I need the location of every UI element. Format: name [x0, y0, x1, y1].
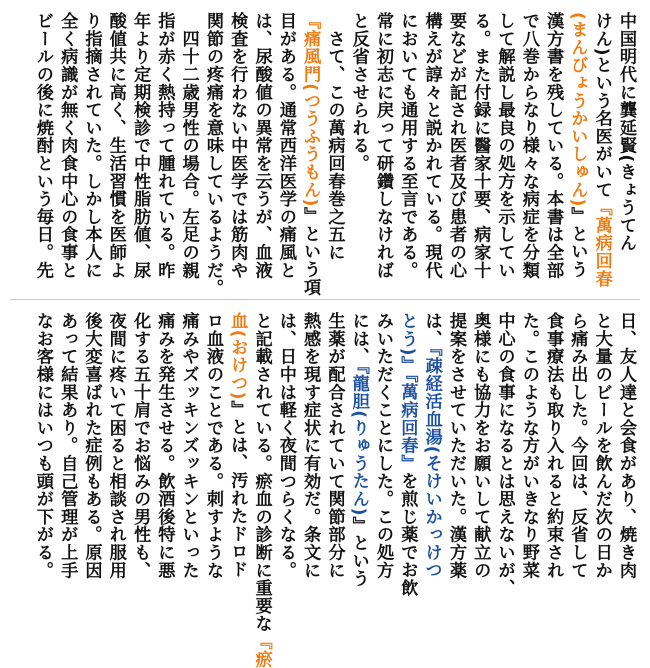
text-span: を煎じ薬でお飲 [397, 472, 418, 597]
text-column [589, 12, 613, 288]
text-column [298, 312, 322, 588]
highlight-sokei-kakketsuto-end: とう) [397, 312, 418, 357]
text-column [152, 312, 176, 588]
text-span: 指が赤く熱持って腫れている。昨 [154, 12, 175, 279]
text-span: 痛みを発生させる。飲酒後特に悪 [154, 312, 175, 579]
text-span: 全く病識が無く肉食中心の食事と [57, 12, 78, 279]
text-span: (きょうてん [616, 154, 636, 252]
text-span: 奥様にも協力をお願いして献立の [470, 312, 491, 579]
text-column [371, 312, 395, 588]
text-column [565, 12, 589, 288]
text-span: 後大変喜ばれた症例もある。原因 [81, 312, 102, 579]
text-span: 』という [348, 516, 369, 588]
text-column [128, 312, 152, 588]
text-column [79, 12, 103, 288]
text-column [444, 12, 468, 288]
text-span: ロ血液のことである。刺すような [202, 312, 223, 579]
text-column [128, 12, 152, 288]
text-span: 夜間に疼いて困ると相談され服用 [105, 312, 126, 579]
text-column [31, 312, 55, 588]
text-column [517, 312, 541, 588]
text-span: 酸値共に高く、生活習慣を医師よ [105, 12, 126, 279]
text-span: けん)という名医がいて [591, 12, 612, 199]
text-column [249, 12, 273, 288]
text-span: 漢方書を残している。本書は全部 [543, 12, 564, 279]
text-column [346, 12, 370, 288]
text-column [274, 12, 298, 288]
text-column [444, 312, 468, 588]
text-column [492, 12, 516, 288]
highlight-manbyo-kaishun: 『萬病回春 [591, 198, 612, 288]
highlight-oketsu: 『瘀 [251, 632, 272, 668]
text-span: た。このような方がいきなり野菜 [518, 312, 539, 579]
text-span: 年より定期検診で中性脂肪値、尿 [130, 12, 151, 279]
text-column [298, 12, 322, 296]
text-column [152, 12, 176, 288]
text-span: ら痛み出した。今回は、反省して [567, 312, 588, 579]
text-column [55, 312, 79, 588]
text-span: 常に初志に戻って研鑽しなければ [373, 12, 394, 279]
text-column [249, 312, 273, 668]
article-text-top [10, 12, 638, 297]
article-text-bottom [10, 312, 638, 668]
text-column [565, 312, 589, 588]
text-column [517, 12, 541, 288]
text-column [103, 12, 127, 288]
text-span: と大量のビールを飲んだ次の日か [591, 312, 612, 579]
text-span: は、日中は軽く夜間つらくなる。 [275, 312, 296, 579]
text-span: る。また付録に醫家十要、病家十 [470, 12, 491, 279]
text-column [322, 312, 346, 588]
text-column [419, 12, 443, 288]
text-span: ビールの後に焼酎という毎日。先 [32, 12, 53, 279]
highlight-ryutan: 『龍胆(りゅうたん) [348, 365, 369, 517]
text-column [176, 12, 200, 288]
text-span: 要などが記され医者及び患者の心 [445, 12, 466, 279]
text-span: 生薬が配合されていて関節部分に [324, 312, 345, 579]
text-span: 中心の食事になるとは思えないが、 [494, 312, 515, 597]
text-column [395, 12, 419, 288]
text-span: と記載されている。瘀血の診断に重要な [251, 312, 272, 633]
text-span: 四十二歳男性の場合。左足の親 [178, 12, 199, 279]
highlight-sokei-kakketsuto: 『疎経活血湯(そけいかっけつ [421, 347, 442, 579]
highlight-manbyo-kaishun-ref: 』『萬病回春』 [397, 356, 418, 473]
text-span: 日、友人達と会食があり、焼き肉 [616, 312, 636, 579]
text-column [55, 12, 79, 288]
name-kyo-enken: 龔延賢 [616, 101, 636, 155]
text-span: には、 [348, 312, 369, 366]
text-span: 中国明代に [616, 12, 636, 101]
text-span: は、 [421, 312, 442, 348]
text-span: 』という [567, 206, 588, 279]
text-span: においても通用する至言である。 [397, 12, 418, 279]
highlight-tsufu-mon: 『痛風門(つうふうもん) [300, 12, 321, 207]
text-column [225, 312, 249, 588]
text-span: 化する五十肩でお悩みの男性も、 [130, 312, 151, 579]
text-span: 構えが諄々と説かれている。現代 [421, 12, 442, 279]
text-span: 目がある。通常西洋医学の痛風と [275, 12, 296, 279]
text-column [589, 312, 613, 588]
text-column [468, 312, 492, 588]
text-column [371, 12, 395, 288]
text-column [614, 312, 638, 588]
text-span: で八巻からなり様々な病症を分類 [518, 12, 539, 279]
text-column [176, 312, 200, 588]
highlight-manbyo-kaishun-reading: (まんびょうかいしゅん) [567, 12, 588, 207]
text-column [31, 12, 55, 288]
highlight-oketsu-reading: 血(おけつ) [227, 312, 248, 401]
text-column [541, 12, 565, 288]
text-span: 関節の疼痛を意味しているようだ。 [202, 12, 223, 297]
text-column [468, 12, 492, 288]
text-span: 検査を行わない中医学では筋肉や [227, 12, 248, 279]
text-span: 熱感を現す症状に有効だ。条文に [300, 312, 321, 579]
text-span: り指摘されていた。しかし本人に [81, 12, 102, 279]
text-span: と反省させられる。 [348, 12, 369, 173]
text-column [79, 312, 103, 588]
text-span: なお客様にはいつも頭が下がる。 [32, 312, 53, 579]
text-span: 痛みやズッキンズッキンといった [178, 312, 199, 579]
text-column [395, 312, 419, 597]
text-column [614, 12, 638, 288]
text-column [274, 312, 298, 588]
text-column [225, 12, 249, 288]
text-column [322, 12, 346, 288]
text-column [201, 12, 225, 297]
text-column [492, 312, 516, 597]
text-column [201, 312, 225, 588]
text-span: 提案をさせていただいた。漢方薬 [445, 312, 466, 579]
text-span: 』とは、汚れたドロド [227, 400, 248, 579]
text-span: さて、この萬病回春巻之五に [324, 12, 345, 262]
text-span: 』という項 [300, 206, 321, 296]
text-span: 食事療法も取り入れると約束され [543, 312, 564, 579]
text-column [419, 312, 443, 588]
text-column [103, 312, 127, 588]
text-span: あって結果あり。自己管理が上手 [57, 312, 78, 579]
text-span: して解説し最良の処方を示してい [494, 12, 515, 279]
text-span: は、尿酸値の異常を云うが、血液 [251, 12, 272, 279]
text-column [346, 312, 370, 588]
text-span: みいただくことにした。この処方 [373, 312, 394, 579]
section-divider [10, 299, 640, 300]
text-column [541, 312, 565, 588]
